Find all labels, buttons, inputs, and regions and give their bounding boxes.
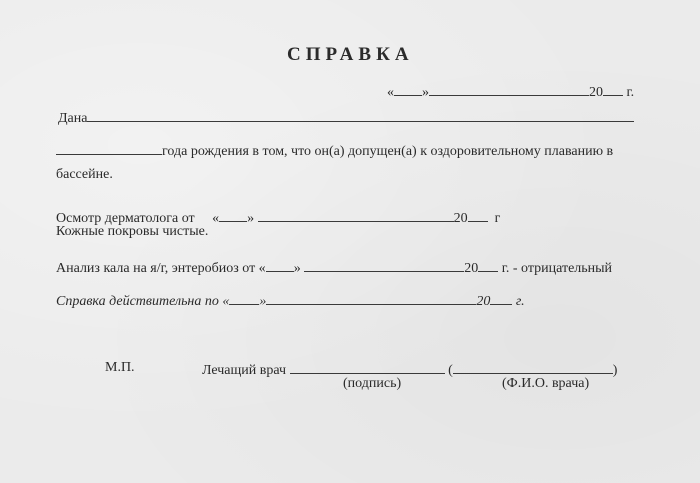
birth-line-text: года рождения в том, что он(а) допущен(а) к оздоровительному плаванию в <box>162 144 614 159</box>
date-open-quote: « <box>387 85 394 100</box>
validity-close-quote: » <box>259 294 267 309</box>
stool-analysis-close-quote: » <box>293 261 301 276</box>
dermatologist-result: Кожные покровы чистые. <box>56 224 209 239</box>
issued-to-field[interactable] <box>87 108 634 122</box>
name-caption: (Ф.И.О. врача) <box>502 376 590 391</box>
date-month-field[interactable] <box>429 82 589 96</box>
document-title: СПРАВКА <box>287 44 414 65</box>
dermatologist-day-field[interactable] <box>219 208 247 222</box>
date-line <box>387 82 634 101</box>
stamp-label: М.П. <box>105 360 135 375</box>
birth-line-continuation: бассейне. <box>56 167 113 182</box>
dermatologist-open-quote: « <box>212 211 220 226</box>
issued-to-label: Дана <box>58 111 88 126</box>
stool-analysis-year-field[interactable] <box>478 258 498 272</box>
validity-label: Справка действительна по « <box>56 294 230 309</box>
birth-year-field[interactable] <box>56 141 162 155</box>
date-year-field[interactable] <box>603 82 623 96</box>
stool-analysis-day-field[interactable] <box>266 258 294 272</box>
dermatologist-year-suffix: г <box>494 211 501 226</box>
dermatologist-label: Осмотр дерматолога от <box>56 211 195 226</box>
validity-line <box>56 291 525 310</box>
doctor-label: Лечащий врач <box>202 363 287 378</box>
name-close-paren: ) <box>612 363 618 378</box>
stool-analysis-year-suffix: г. - отрицательный <box>501 261 613 276</box>
stool-analysis-label: Анализ кала на я/г, энтеробиоз от « <box>56 261 266 276</box>
validity-year-prefix: 20 <box>476 294 491 309</box>
dermatologist-month-field[interactable] <box>258 208 454 222</box>
dermatologist-year-prefix: 20 <box>453 211 468 226</box>
date-year-prefix: 20 <box>589 85 603 100</box>
validity-day-field[interactable] <box>229 291 259 305</box>
dermatologist-year-field[interactable] <box>468 208 488 222</box>
doctor-signature-field[interactable] <box>290 360 445 374</box>
stool-analysis-line <box>56 258 612 277</box>
validity-month-field[interactable] <box>266 291 476 305</box>
name-open-paren: ( <box>448 363 453 378</box>
validity-year-suffix: г. <box>515 294 525 309</box>
date-close-quote: » <box>422 85 429 100</box>
date-year-suffix: г. <box>626 85 635 100</box>
date-day-field[interactable] <box>394 82 422 96</box>
stool-analysis-month-field[interactable] <box>304 258 464 272</box>
stool-analysis-year-prefix: 20 <box>464 261 479 276</box>
validity-year-field[interactable] <box>490 291 512 305</box>
doctor-name-field[interactable] <box>453 360 613 374</box>
signature-caption: (подпись) <box>343 376 402 391</box>
issued-to-line <box>58 108 634 127</box>
birth-year-line <box>56 141 613 160</box>
dermatologist-close-quote: » <box>247 211 255 226</box>
